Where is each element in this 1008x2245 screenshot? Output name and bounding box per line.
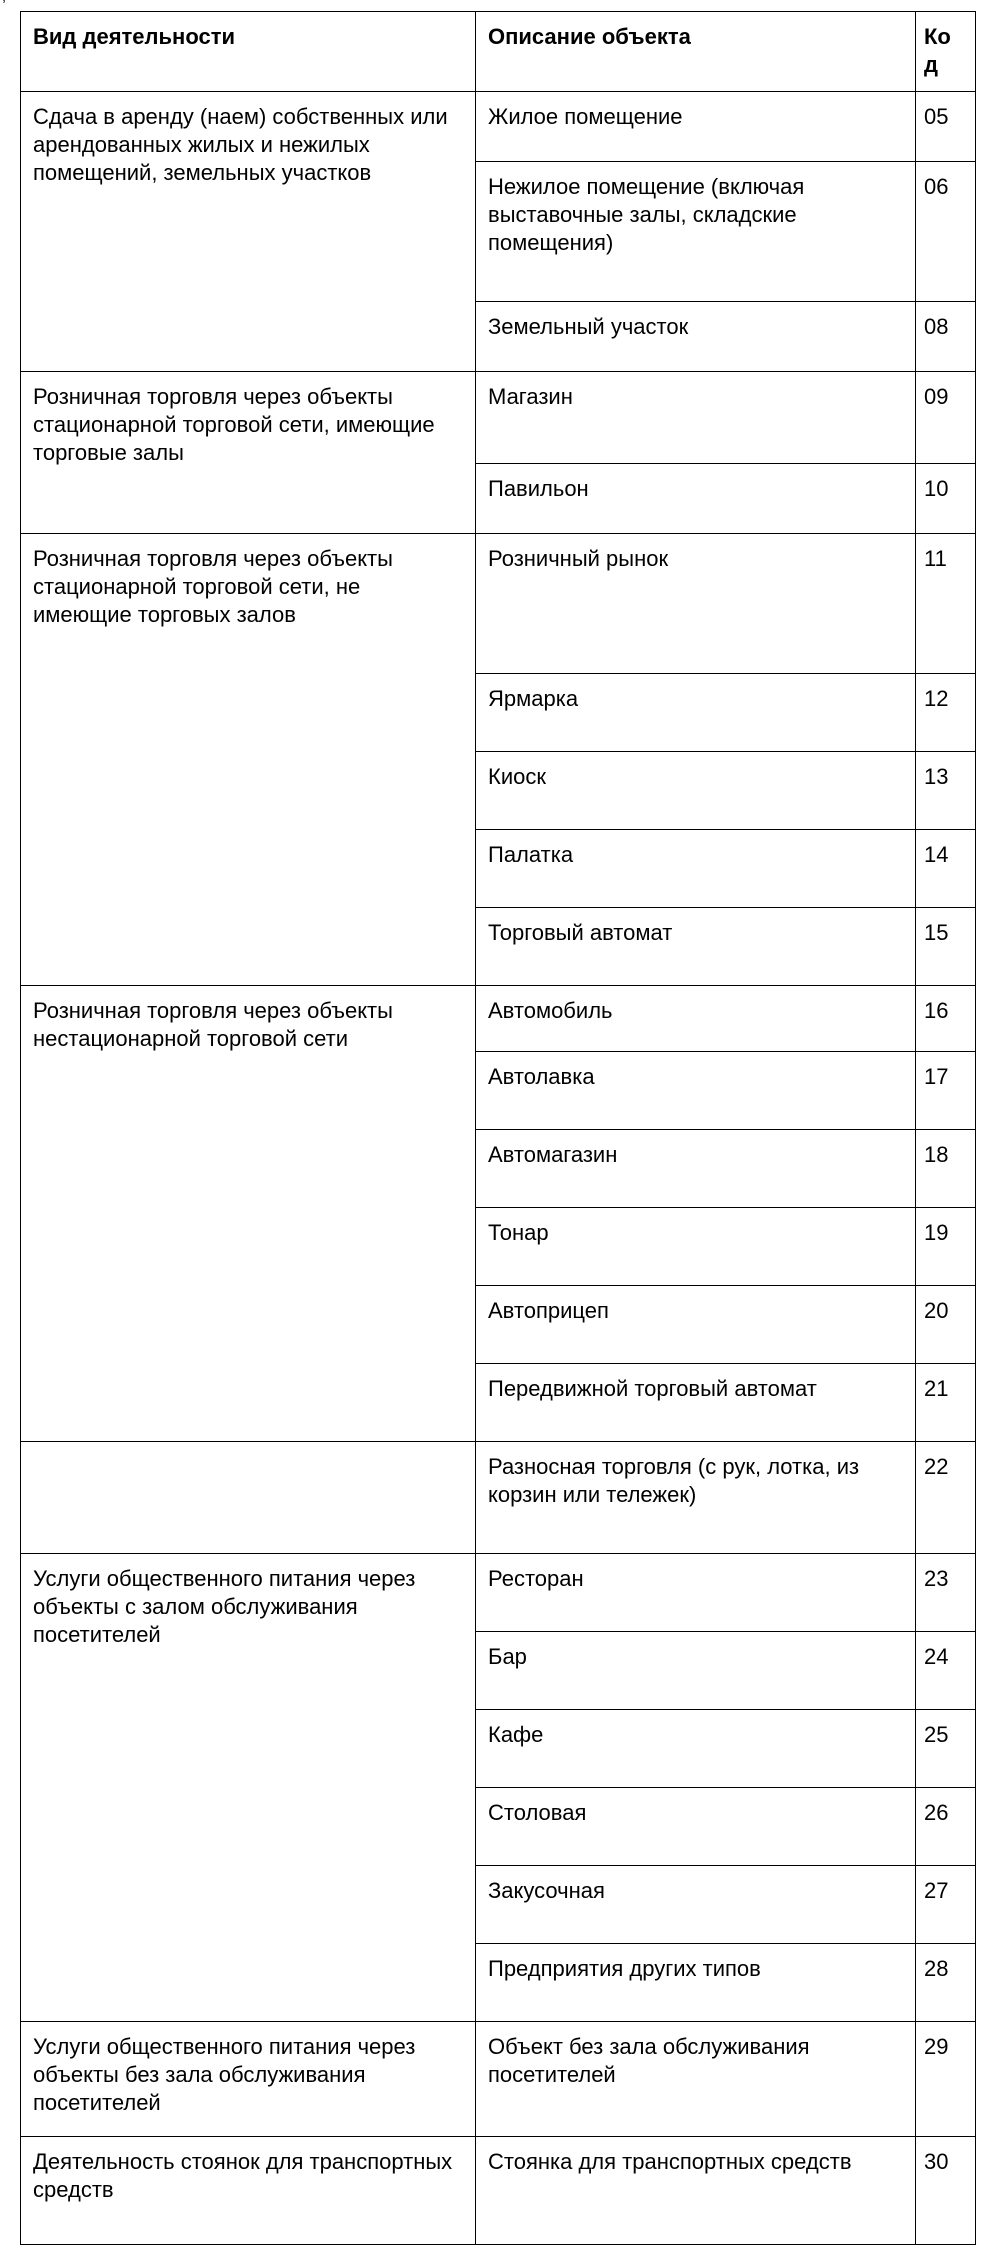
object-cell: Кафе (476, 1710, 916, 1788)
code-cell: 26 (916, 1788, 976, 1866)
code-cell: 06 (916, 162, 976, 302)
object-cell: Стоянка для транспортных средств (476, 2137, 916, 2245)
object-cell: Автомобиль (476, 986, 916, 1052)
object-cell: Тонар (476, 1208, 916, 1286)
object-cell: Автолавка (476, 1052, 916, 1130)
table-row (21, 534, 976, 674)
activity-cell: Деятельность стоянок для транспортных средств (21, 2137, 476, 2245)
activity-cell: Сдача в аренду (наем) собственных или арендованных жилых и нежилых помещений, земельных участков (21, 92, 476, 372)
code-cell: 09 (916, 372, 976, 464)
code-cell: 27 (916, 1866, 976, 1944)
object-cell: Киоск (476, 752, 916, 830)
object-cell: Объект без зала обслуживания посетителей (476, 2022, 916, 2137)
activity-codes-table (20, 11, 976, 2245)
code-cell: 16 (916, 986, 976, 1052)
code-cell: 22 (916, 1442, 976, 1554)
object-cell: Передвижной торговый автомат (476, 1364, 916, 1442)
activity-cell: Услуги общественного питания через объекты без зала обслуживания посетителей (21, 2022, 476, 2137)
object-cell: Ярмарка (476, 674, 916, 752)
table-row (21, 986, 976, 1052)
object-cell: Земельный участок (476, 302, 916, 372)
activity-cell-empty (21, 1442, 476, 1554)
code-cell: 13 (916, 752, 976, 830)
object-cell: Магазин (476, 372, 916, 464)
object-cell: Нежилое помещение (включая выставочные залы, складские помещения) (476, 162, 916, 302)
table-row (21, 1442, 976, 1554)
code-cell: 23 (916, 1554, 976, 1632)
object-cell: Закусочная (476, 1866, 916, 1944)
code-cell: 14 (916, 830, 976, 908)
code-cell: 08 (916, 302, 976, 372)
code-cell: 11 (916, 534, 976, 674)
table-row (21, 92, 976, 162)
table-row (21, 372, 976, 464)
table-row (21, 1554, 976, 1632)
object-cell: Ресторан (476, 1554, 916, 1632)
code-cell: 17 (916, 1052, 976, 1130)
code-cell: 12 (916, 674, 976, 752)
object-cell: Предприятия других типов (476, 1944, 916, 2022)
object-cell: Жилое помещение (476, 92, 916, 162)
activity-cell: Розничная торговля через объекты стационарной торговой сети, имеющие торговые залы (21, 372, 476, 534)
object-cell: Торговый автомат (476, 908, 916, 986)
code-cell: 05 (916, 92, 976, 162)
corner-artifact-mark: ’ (2, 0, 6, 16)
code-cell: 28 (916, 1944, 976, 2022)
code-cell: 15 (916, 908, 976, 986)
header-code (916, 12, 976, 92)
table-row (21, 2022, 976, 2137)
table-header-row (21, 12, 976, 92)
activity-cell: Услуги общественного питания через объекты с залом обслуживания посетителей (21, 1554, 476, 2022)
activity-cell: Розничная торговля через объекты нестационарной торговой сети (21, 986, 476, 1442)
table-row (21, 2137, 976, 2245)
object-cell: Автоприцеп (476, 1286, 916, 1364)
header-code-label: Код (924, 24, 951, 77)
code-cell: 25 (916, 1710, 976, 1788)
header-object: Описание объекта (476, 12, 916, 92)
code-cell: 21 (916, 1364, 976, 1442)
object-cell: Розничный рынок (476, 534, 916, 674)
code-cell: 10 (916, 464, 976, 534)
object-cell: Столовая (476, 1788, 916, 1866)
code-cell: 24 (916, 1632, 976, 1710)
header-activity: Вид деятельности (21, 12, 476, 92)
code-cell: 18 (916, 1130, 976, 1208)
object-cell: Автомагазин (476, 1130, 916, 1208)
object-cell: Бар (476, 1632, 916, 1710)
code-cell: 20 (916, 1286, 976, 1364)
code-cell: 30 (916, 2137, 976, 2245)
object-cell: Разносная торговля (с рук, лотка, из корзин или тележек) (476, 1442, 916, 1554)
code-cell: 29 (916, 2022, 976, 2137)
object-cell: Палатка (476, 830, 916, 908)
activity-cell: Розничная торговля через объекты стационарной торговой сети, не имеющие торговых залов (21, 534, 476, 986)
object-cell: Павильон (476, 464, 916, 534)
code-cell: 19 (916, 1208, 976, 1286)
